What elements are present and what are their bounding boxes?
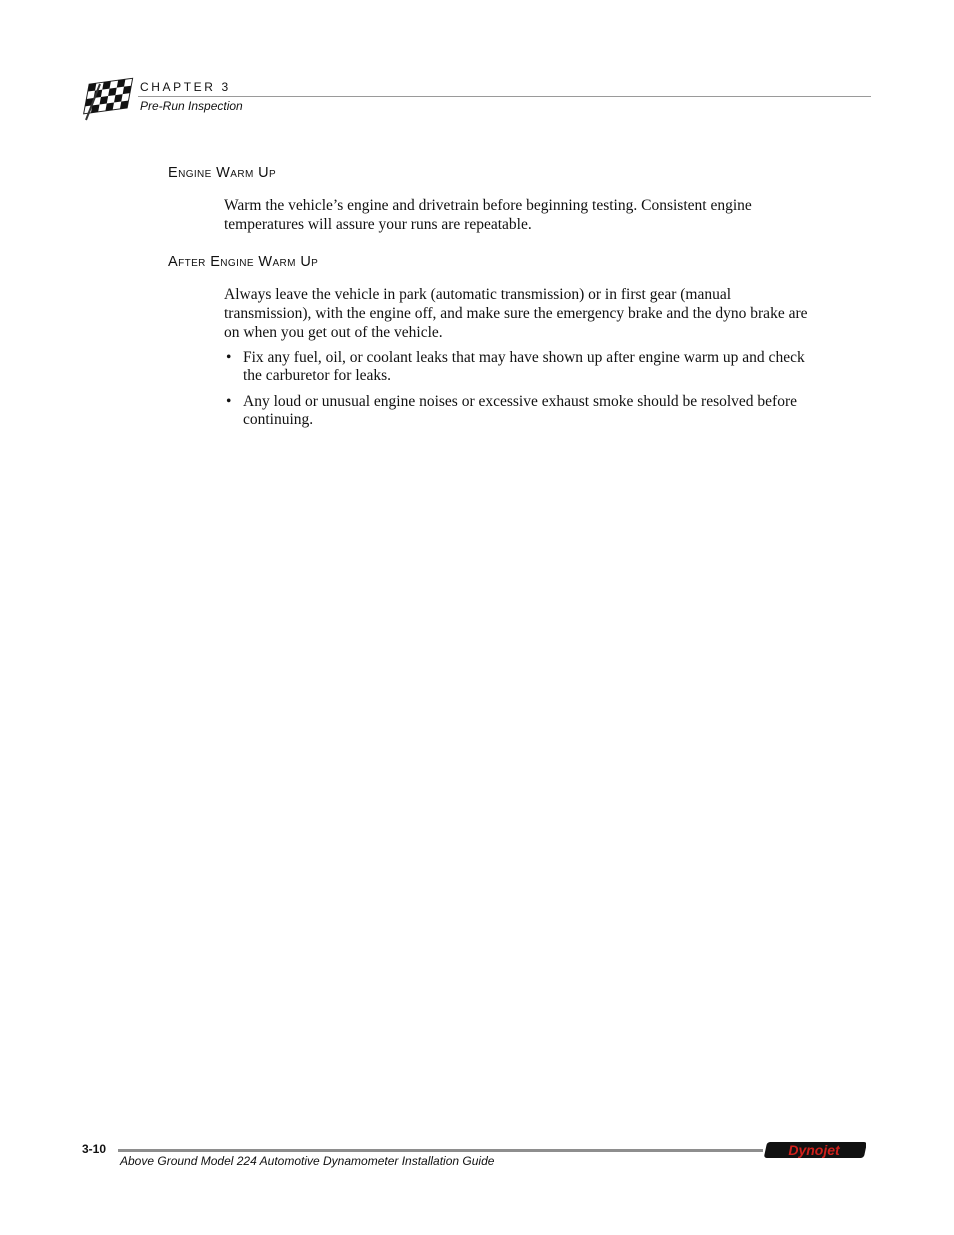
logo-text: Dynojet: [788, 1142, 840, 1158]
checkered-flag-icon: [80, 76, 136, 122]
section-label: Pre-Run Inspection: [140, 99, 243, 113]
bullet-list: [224, 349, 816, 385]
chapter-label: CHAPTER 3: [140, 80, 231, 94]
dynojet-logo: [762, 1138, 866, 1162]
bullet-list: [224, 393, 816, 429]
list-item-text: Fix any fuel, oil, or coolant leaks that may have shown up after engine warm up and check the carburetor for leaks.: [243, 349, 805, 384]
after-engine-warm-up-paragraph: Always leave the vehicle in park (automatic transmission) or in first gear (manual transmission), with the engine off, and make sure the emergency brake and the dyno brake are on when you get out of the vehicle.: [224, 286, 808, 341]
list-item: [224, 349, 816, 385]
after-engine-warm-up-heading: After Engine Warm Up: [168, 254, 319, 270]
bullet-icon: •: [226, 393, 232, 410]
guide-title: Above Ground Model 224 Automotive Dynamometer Installation Guide: [120, 1154, 495, 1168]
page-number: 3-10: [82, 1142, 107, 1156]
list-item-text: Any loud or unusual engine noises or excessive exhaust smoke should be resolved before continuing.: [243, 393, 797, 428]
bullet-icon: •: [226, 349, 232, 366]
engine-warm-up-paragraph: Warm the vehicle’s engine and drivetrain before beginning testing. Consistent engine temperatures will assure your runs are repeatable.: [224, 197, 752, 233]
header-divider: [138, 96, 871, 97]
footer-divider: [118, 1149, 763, 1152]
list-item: [224, 393, 816, 429]
engine-warm-up-heading: Engine Warm Up: [168, 165, 277, 181]
